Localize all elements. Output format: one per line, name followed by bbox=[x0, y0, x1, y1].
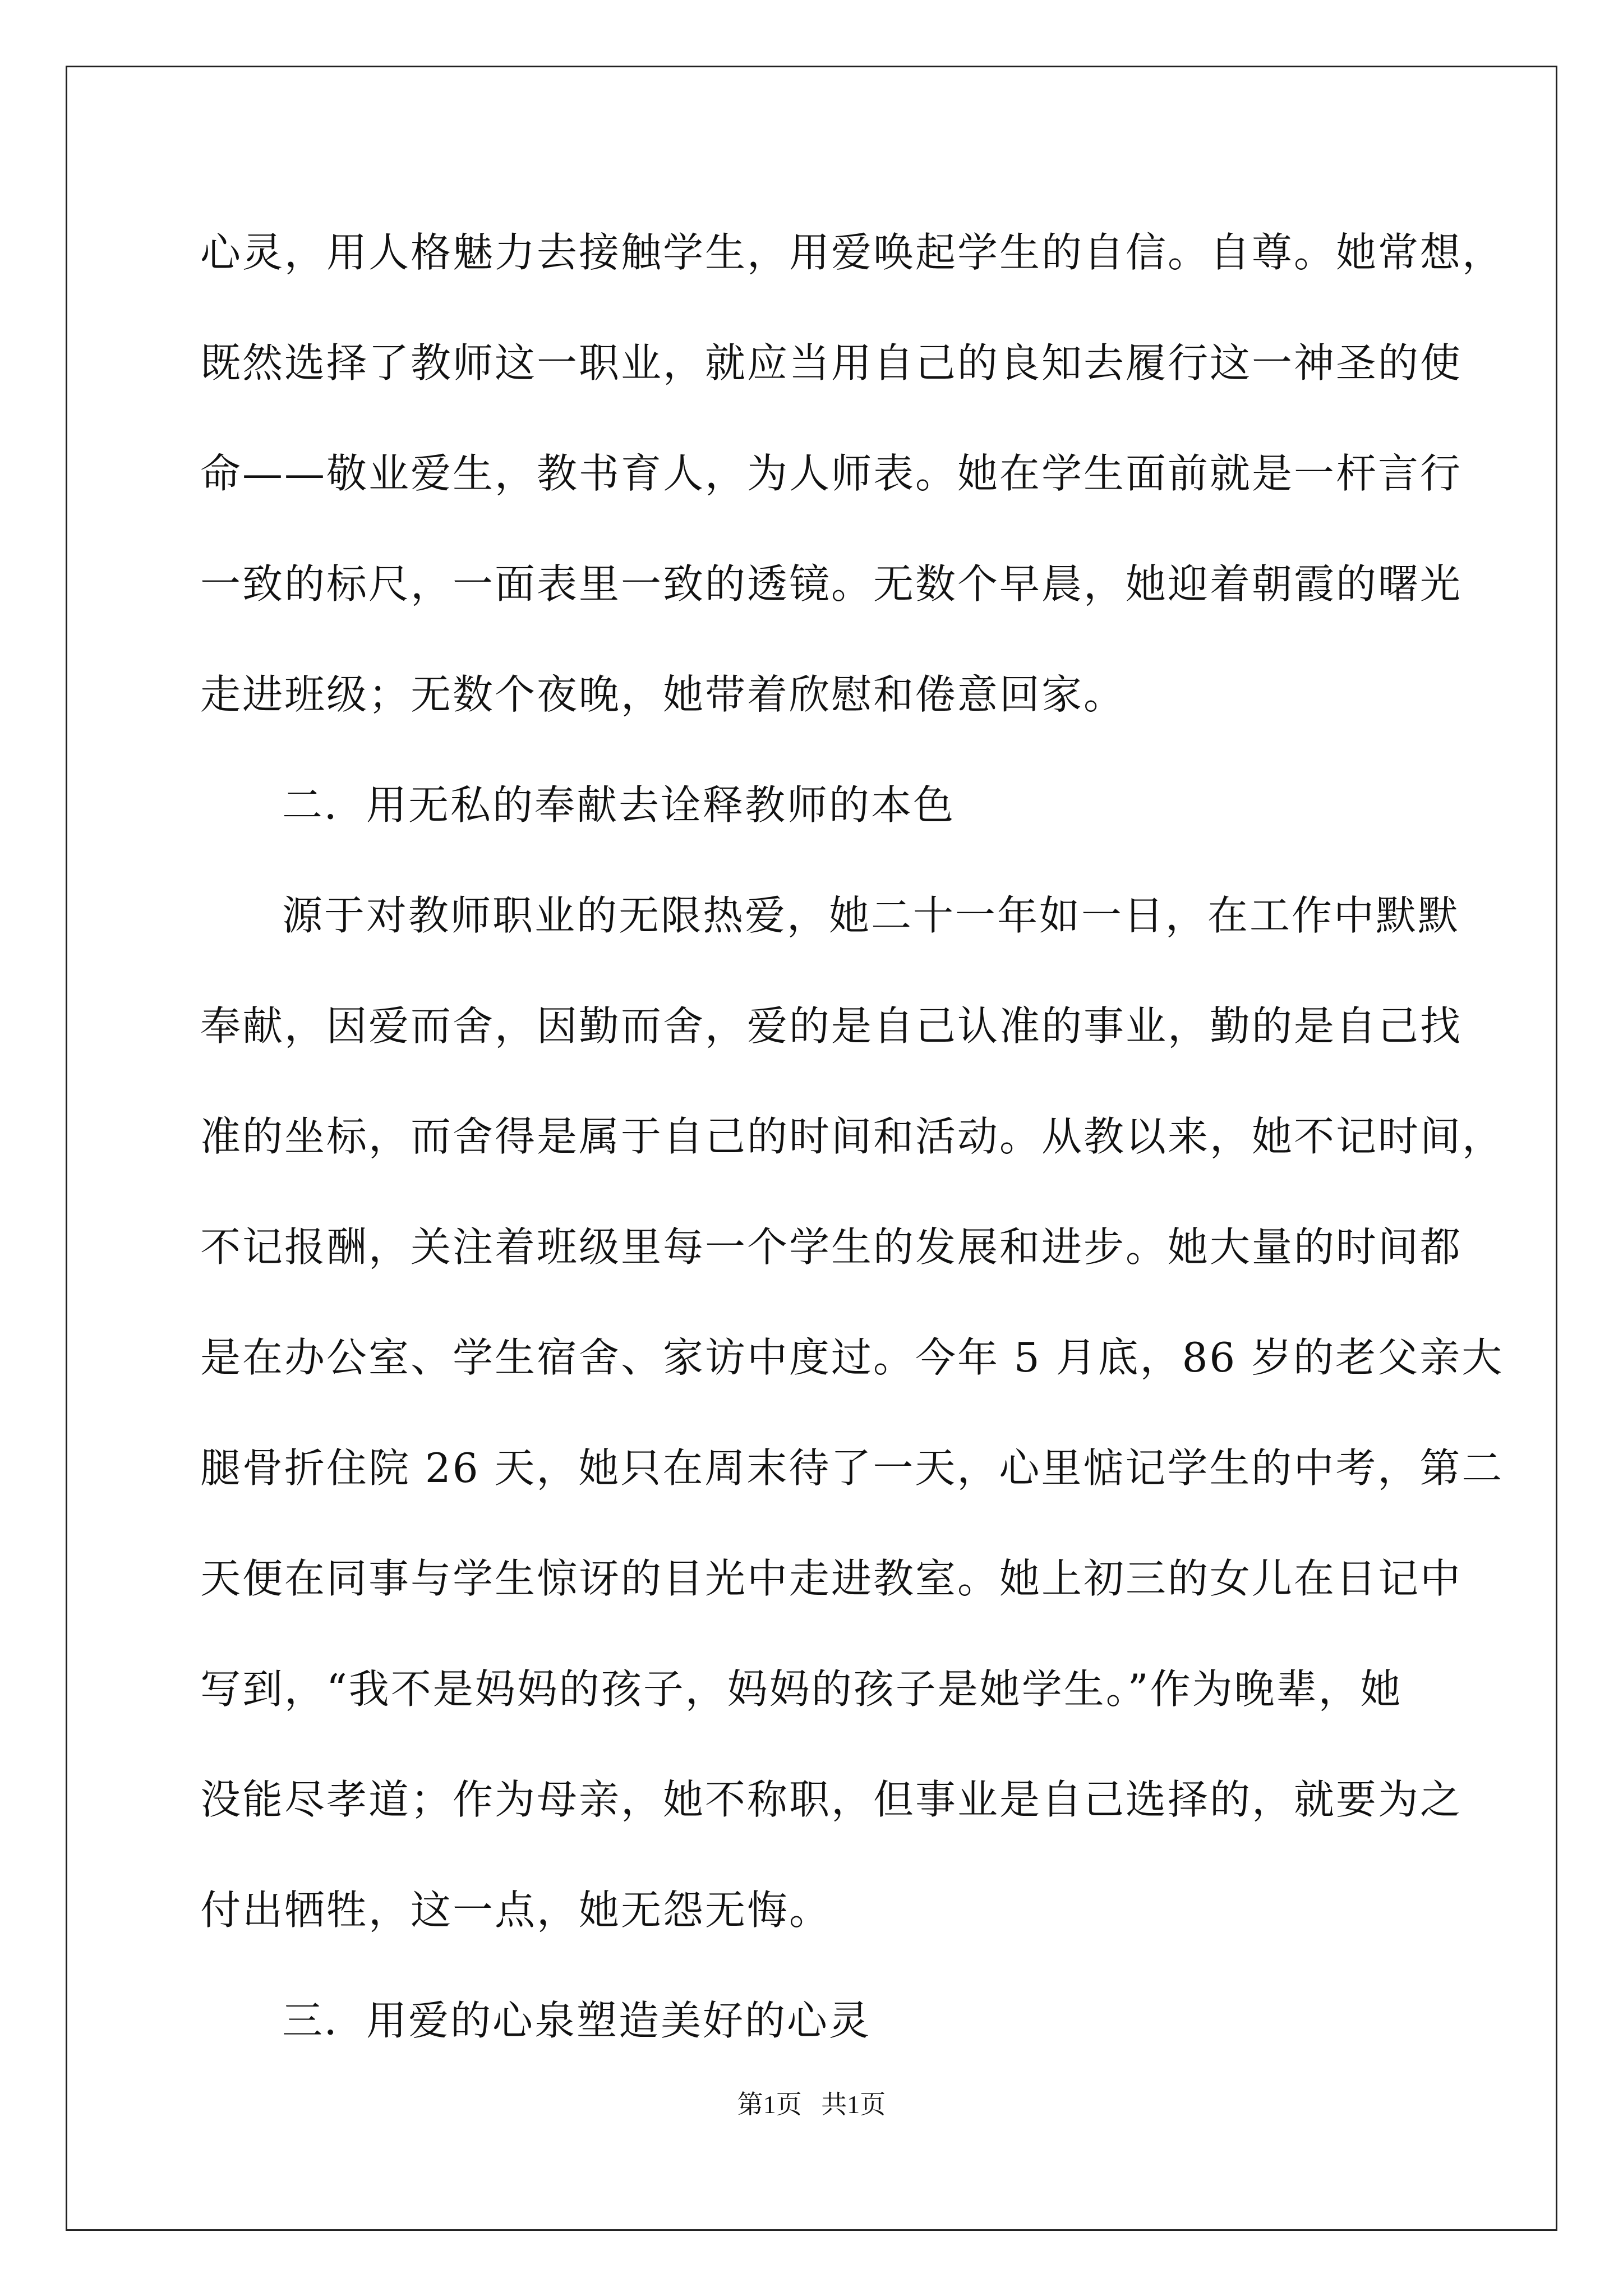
text-line: 命——敬业爱生，教书育人，为人师表。她在学生面前就是一杆言行 bbox=[200, 450, 1463, 497]
document-body bbox=[200, 222, 1505, 2100]
paragraph-start-line: 源于对教师职业的无限热爱，她二十一年如一日，在工作中默默 bbox=[282, 892, 1460, 939]
page-footer: 第1页 共1页 bbox=[737, 2090, 886, 2119]
text-line: 腿骨折住院 26 天，她只在周末待了一天，心里惦记学生的中考，第二 bbox=[200, 1444, 1504, 1492]
text-line: 心灵，用人格魅力去接触学生，用爱唤起学生的自信。自尊。她常想， bbox=[200, 229, 1505, 276]
text-line: 奉献，因爱而舍，因勤而舍，爱的是自己认准的事业，勤的是自己找 bbox=[200, 1002, 1463, 1050]
text-line: 不记报酬，关注着班级里每一个学生的发展和进步。她大量的时间都 bbox=[200, 1223, 1463, 1271]
text-line: 天便在同事与学生惊讶的目光中走进教室。她上初三的女儿在日记中 bbox=[200, 1555, 1463, 1602]
text-line: 准的坐标，而舍得是属于自己的时间和活动。从教以来，她不记时间， bbox=[200, 1113, 1505, 1160]
text-line: 是在办公室、学生宿舍、家访中度过。今年 5 月底，86 岁的老父亲大 bbox=[200, 1334, 1504, 1381]
text-line: 没能尽孝道；作为母亲，她不称职，但事业是自己选择的，就要为之 bbox=[200, 1776, 1463, 1823]
text-line: 写到，“我不是妈妈的孩子，妈妈的孩子是她学生。”作为晚辈，她 bbox=[200, 1665, 1403, 1713]
text-line: 走进班级；无数个夜晚，她带着欣慰和倦意回家。 bbox=[200, 671, 1126, 718]
section-heading: 三．用爱的心泉塑造美好的心灵 bbox=[282, 1997, 872, 2044]
text-line: 既然选择了教师这一职业，就应当用自己的良知去履行这一神圣的使 bbox=[200, 339, 1463, 386]
section-heading: 二．用无私的奉献去诠释教师的本色 bbox=[282, 781, 956, 829]
text-line: 付出牺牲，这一点，她无怨无悔。 bbox=[200, 1887, 832, 1934]
text-line: 一致的标尺，一面表里一致的透镜。无数个早晨，她迎着朝霞的曙光 bbox=[200, 560, 1463, 608]
